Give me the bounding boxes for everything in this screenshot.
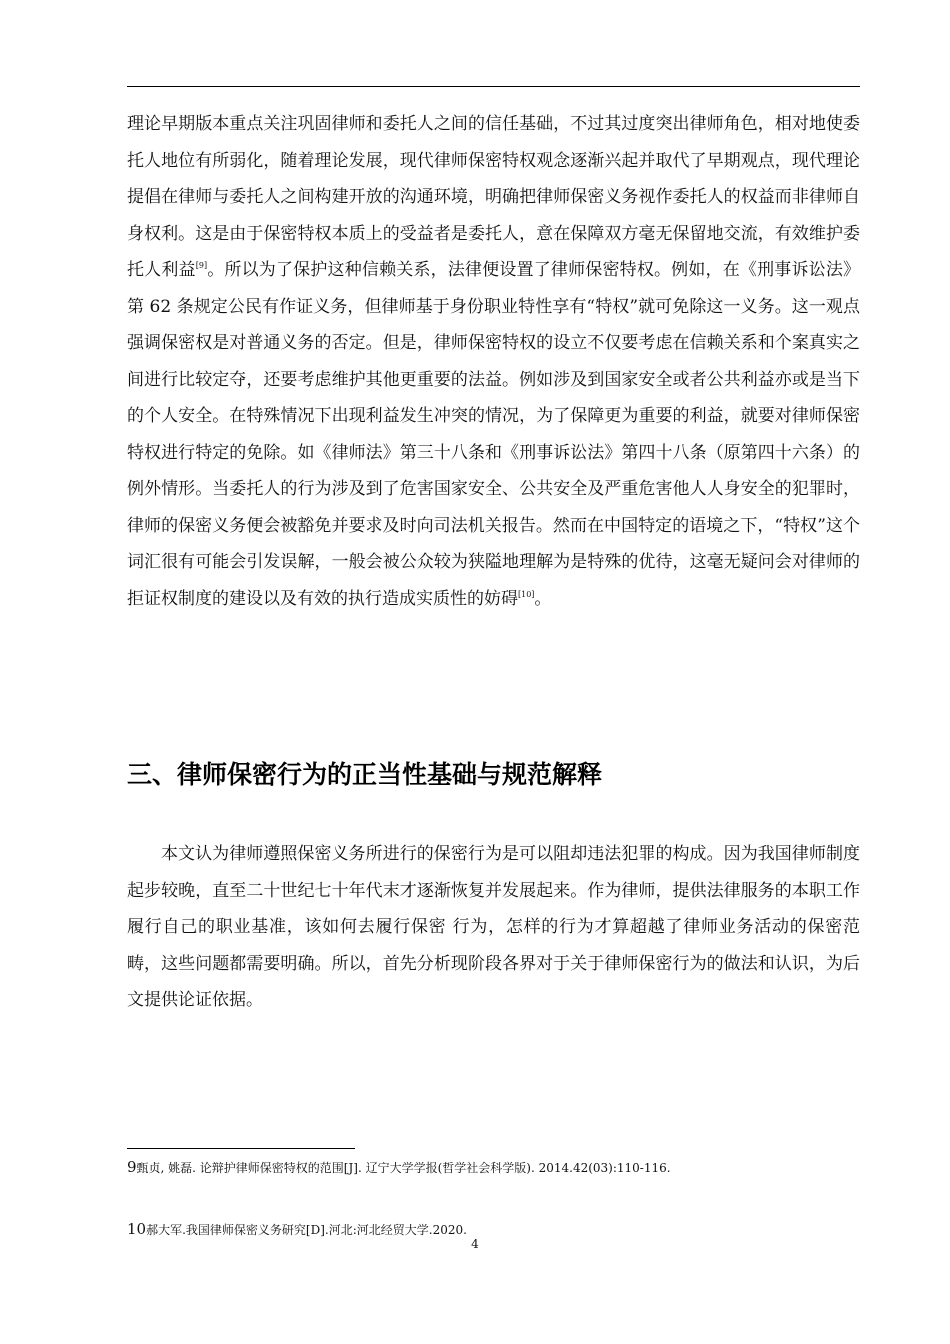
footnote-rule	[127, 1148, 355, 1149]
body-paragraph-1	[127, 106, 860, 617]
page-number: 4	[471, 1237, 479, 1251]
body-paragraph-2: 本文认为律师遵照保密义务所进行的保密行为是可以阻却违法犯罪的构成。因为我国律师制度起步较晚，直至二十世纪七十年代末才逐渐恢复并发展起来。作为律师，提供法律服务的本职工作履行自己的职业基准，该如何去履行保密 行为，怎样的行为才算超越了律师业务活动的保密范畴，这些问题都需要明确。所以，首先分析现阶段各界对于关于律师保密行为的做法和认识，为后文提供论证依据。	[127, 844, 860, 1010]
citation-10[interactable]: [10]	[518, 589, 535, 599]
footnote-9	[127, 1158, 860, 1177]
paragraph-1-text-c: 。	[534, 588, 552, 609]
paragraph-1-text-b: 。所以为了保护这种信赖关系，法律便设置了律师保密特权。例如，在《刑事诉讼法》第 62 条规定公民有作证义务，但律师基于身份职业特性享有“特权”就可免除这一义务。这一观点强调保密权是对普通义务的否定。但是，律师保密特权的设立不仅要考虑在信赖关系和个案真实之间进行比较定夺，还要考虑维护其他更重要的法益。例如涉及到国家安全或者公共利益亦或是当下的个人安全。在特殊情况下出现利益发生冲突的情况，为了保障更为重要的利益，就要对律师保密特权进行特定的免除。如《律师法》第三十八条和《刑事诉讼法》第四十八条（原第四十六条）的例外情形。当委托人的行为涉及到了危害国家安全、公共安全及严重危害他人人身安全的犯罪时，律师的保密义务便会被豁免并要求及时向司法机关报告。然而在中国特定的语境之下，“特权”这个词汇很有可能会引发误解，一般会被公众较为狭隘地理解为是特殊的优待，这毫无疑问会对律师的拒证权制度的建设以及有效的执行造成实质性的妨碍	[127, 260, 861, 609]
footnote-number: 9	[127, 1158, 137, 1176]
footnote-text: 甄贞, 姚磊. 论辩护律师保密特权的范围[J]. 辽宁大学学报(哲学社会科学版). 2014.42(03):110-116.	[136, 1161, 671, 1175]
footnote-number: 10	[127, 1220, 147, 1238]
citation-9[interactable]: [9]	[195, 261, 208, 270]
section-heading: 三、律师保密行为的正当性基础与规范解释	[127, 760, 603, 789]
paragraph-1-text-a: 理论早期版本重点关注巩固律师和委托人之间的信任基础，不过其过度突出律师角色，相对地使委托人地位有所弱化，随着理论发展，现代律师保密特权观念逐渐兴起并取代了早期观点，现代理论提倡在律师与委托人之间构建开放的沟通环境，明确把律师保密义务视作委托人的权益而非律师自身权利。这是由于保密特权本质上的受益者是委托人，意在保障双方毫无保留地交流，有效维护委托人利益	[127, 114, 860, 280]
header-rule	[127, 86, 860, 87]
footnote-text: 郝大军.我国律师保密义务研究[D].河北:河北经贸大学.2020.	[146, 1223, 467, 1237]
